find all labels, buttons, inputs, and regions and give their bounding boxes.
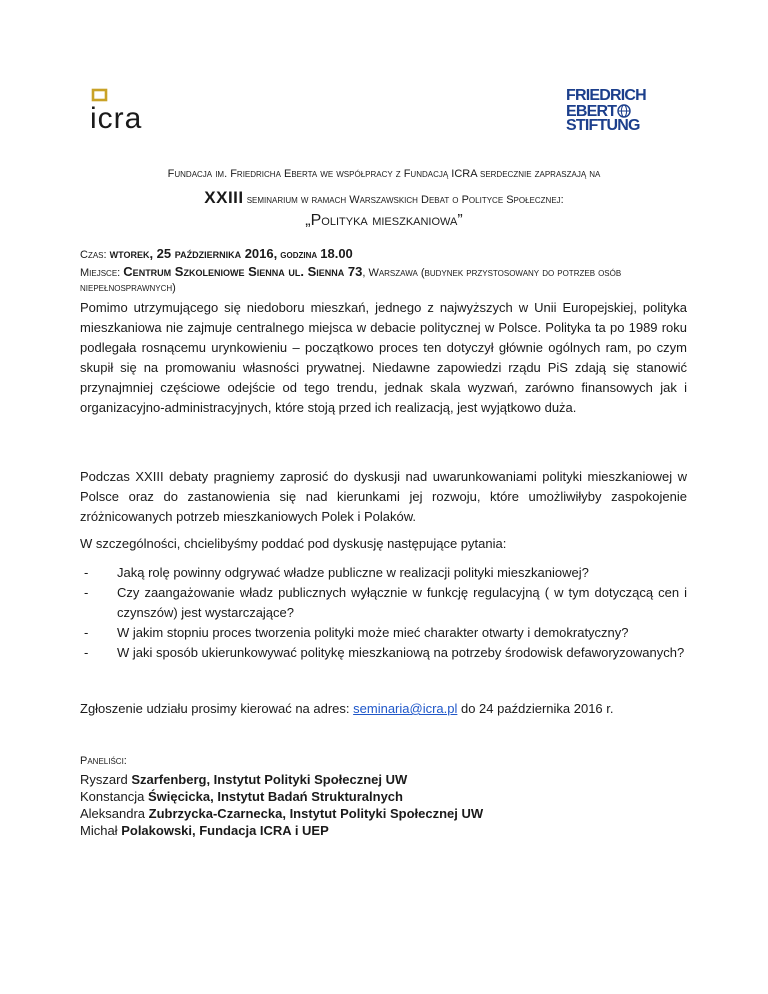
place-value: Centrum Szkoleniowe Sienna ul. Sienna 73: [123, 264, 363, 279]
panelist-row: [80, 788, 687, 805]
fes-line-3: STIFTUNG: [566, 117, 640, 134]
panelists-list: [80, 771, 687, 839]
panelists-heading: Paneliści:: [80, 755, 127, 767]
signup-line: [80, 699, 687, 719]
icra-logo-text: icra: [90, 102, 143, 135]
panelist-affiliation: , Fundacja ICRA i UEP: [192, 823, 329, 838]
panelist-affiliation: , Instytut Polityki Społecznej UW: [282, 806, 484, 821]
signup-text-before: Zgłoszenie udziału prosimy kierować na adres:: [80, 701, 354, 716]
seminar-line: [0, 188, 768, 208]
question-text: Czy zaangażowanie władz publicznych wyłącznie w funkcję regulacyjną ( w tym dotyczącą cen i czynszów) jest wystarczające?: [117, 585, 687, 620]
signup-text-after: do 24 października 2016 r.: [457, 701, 614, 716]
fes-line-2: EBERT: [566, 104, 658, 120]
panelist-row: [80, 822, 687, 839]
globe-icon: [617, 104, 631, 118]
panelist-first-name: Konstancja: [80, 789, 145, 804]
panelist-last-name: Zubrzycka-Czarnecka: [148, 806, 283, 821]
question-text: W jaki sposób ukierunkowywać politykę mieszkaniową na potrzeby środowisk defaworyzowanych?: [117, 645, 685, 660]
time-hour: 18.00: [320, 246, 353, 261]
paragraph-debate: Podczas XXIII debaty pragniemy zaprosić do dyskusji nad uwarunkowaniami polityki mieszkaniowej w Polsce oraz do zastanowienia się nad kierunkami jej rozwoju, które umożliwiłyby zaspokojenie zróżnicowanych potrzeb mieszkaniowych Polek i Polaków.: [80, 469, 687, 524]
question-item: [80, 563, 687, 583]
panelist-first-name: Michał: [80, 823, 118, 838]
seminar-number: XXIII: [204, 188, 244, 207]
place-line: [80, 264, 690, 296]
panelist-last-name: Szarfenberg: [131, 772, 207, 787]
time-value: wtorek, 25 października 2016,: [109, 246, 278, 261]
questions-list: [80, 563, 687, 663]
time-line: [80, 246, 690, 263]
panelist-last-name: Święcicka: [147, 789, 211, 804]
question-item: [80, 583, 687, 623]
seminar-description: seminarium w ramach Warszawskich Debat o Polityce Społecznej:: [246, 194, 564, 206]
question-item: [80, 643, 687, 663]
time-label: Czas:: [80, 249, 107, 261]
icra-logo: [88, 88, 168, 138]
fes-line-1: FRIEDRICH: [566, 87, 646, 104]
invitation-line: Fundacja im. Friedricha Eberta we współpracy z Fundacją ICRA serdecznie zapraszają na: [167, 168, 601, 180]
bullet-dash: -: [84, 565, 89, 580]
panelist-affiliation: , Instytut Badań Strukturalnych: [210, 789, 403, 804]
bullet-dash: -: [84, 585, 89, 600]
time-hour-label: godzina: [280, 249, 318, 261]
paragraph-intro: Pomimo utrzymującego się niedoboru mieszkań, jednego z najwyższych w Unii Europejskiej, polityka mieszkaniowa nie zajmuje centralnego miejsca w debacie politycznej w Polsce. Polityka ta po 1989 roku podlegała rosnącemu urynkowieniu – początkowo proces ten dotyczył głównie ogólnych ram, po czym skupił się na promowaniu własności prywatnej. Niedawne zapowiedzi rządu PiS zdają się stanowić przynajmniej częściowe odejście od tego trendu, jednak skala wyzwań, zarówno finansowych jak i organizacyjno-administracyjnych, które stoją przed ich realizacją, jest wyjątkowo duża.: [80, 300, 687, 415]
panelist-row: [80, 771, 687, 788]
email-link[interactable]: seminaria@icra.pl: [353, 701, 458, 716]
paragraph-questions-intro: W szczególności, chcielibyśmy poddać pod dyskusję następujące pytania:: [80, 536, 507, 551]
seminar-title: „Polityka mieszkaniowa”: [305, 212, 463, 229]
fes-logo: [566, 89, 658, 137]
bullet-dash: -: [84, 645, 89, 660]
question-item: [80, 623, 687, 643]
panelist-affiliation: , Instytut Polityki Społecznej UW: [206, 772, 408, 787]
bullet-dash: -: [84, 625, 89, 640]
panelist-row: [80, 805, 687, 822]
question-text: W jakim stopniu proces tworzenia polityki może mieć charakter otwarty i demokratyczny?: [117, 625, 629, 640]
place-label: Miejsce:: [80, 267, 121, 279]
place-rest: , Warszawa (budynek przystosowany do potrzeb osób niepełnosprawnych): [80, 267, 622, 294]
panelist-last-name: Polakowski: [121, 823, 193, 838]
question-text: Jaką rolę powinny odgrywać władze publiczne w realizacji polityki mieszkaniowej?: [117, 565, 589, 580]
panelist-first-name: Ryszard: [80, 772, 128, 787]
panelist-first-name: Aleksandra: [80, 806, 146, 821]
